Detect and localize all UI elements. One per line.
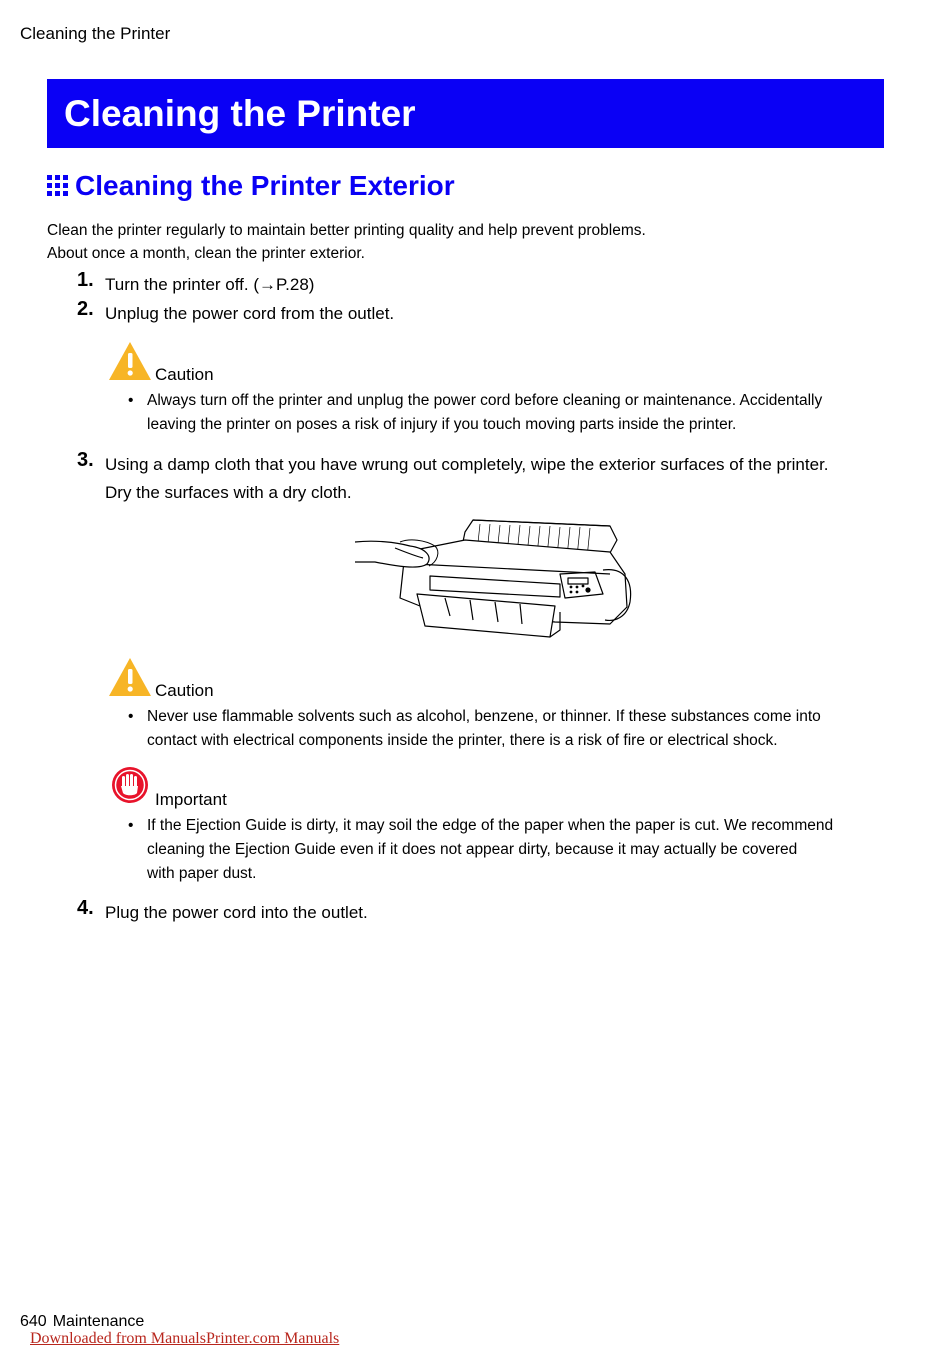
caution-note-body xyxy=(128,705,888,753)
section-heading xyxy=(47,168,455,204)
intro-paragraph xyxy=(47,219,646,265)
note-line: Always turn off the printer and unplug the power cord before cleaning or maintenance. Accidentally xyxy=(147,392,823,409)
step-number: 2. xyxy=(77,298,94,320)
step-text: Dry the surfaces with a dry cloth. xyxy=(105,483,352,502)
intro-line: About once a month, clean the printer exterior. xyxy=(47,245,365,262)
grid-icon xyxy=(47,175,69,197)
chapter-title: Cleaning the Printer xyxy=(64,93,416,134)
note-line: Never use flammable solvents such as alcohol, benzene, or thinner. If these substances come into xyxy=(147,708,821,725)
note-line: leaving the printer on poses a risk of injury if you touch moving parts inside the printer. xyxy=(147,416,737,433)
caution-triangle-icon xyxy=(108,341,152,381)
step-text: Turn the printer off. (→P.28) xyxy=(105,275,315,294)
important-note-body xyxy=(128,814,888,886)
note-line: cleaning the Ejection Guide even if it does not appear dirty, because it may actually be covered xyxy=(147,841,798,858)
note-line: contact with electrical components inside the printer, there is a risk of fire or electrical shock. xyxy=(147,732,778,749)
stop-hand-icon xyxy=(108,766,152,806)
page-footer xyxy=(20,1313,144,1331)
caution-triangle-icon xyxy=(108,657,152,697)
printer-cleaning-illustration xyxy=(355,512,635,647)
step-number: 1. xyxy=(77,269,94,291)
step-number: 4. xyxy=(77,897,94,919)
step-number: 3. xyxy=(77,449,94,471)
bullet: • xyxy=(128,708,134,725)
chapter-banner xyxy=(47,79,884,148)
caution-note-body xyxy=(128,389,888,437)
step-text: Using a damp cloth that you have wrung out completely, wipe the exterior surfaces of the printer. xyxy=(105,455,829,474)
page-number: 640 xyxy=(20,1313,47,1330)
note-label: Caution xyxy=(155,681,214,700)
step-text: Unplug the power cord from the outlet. xyxy=(105,304,395,323)
intro-line: Clean the printer regularly to maintain better printing quality and help prevent problems. xyxy=(47,222,646,239)
note-label: Important xyxy=(155,790,227,809)
section-title: Cleaning the Printer Exterior xyxy=(75,170,455,201)
note-line: If the Ejection Guide is dirty, it may soil the edge of the paper when the paper is cut. We recommend xyxy=(147,817,834,834)
note-line: with paper dust. xyxy=(147,865,257,882)
download-watermark-link[interactable]: Downloaded from ManualsPrinter.com Manuals xyxy=(30,1330,340,1347)
bullet: • xyxy=(128,817,134,834)
bullet: • xyxy=(128,392,134,409)
footer-section: Maintenance xyxy=(52,1313,145,1330)
running-head: Cleaning the Printer xyxy=(20,24,171,43)
note-label: Caution xyxy=(155,365,214,384)
step-text: Plug the power cord into the outlet. xyxy=(105,903,368,922)
